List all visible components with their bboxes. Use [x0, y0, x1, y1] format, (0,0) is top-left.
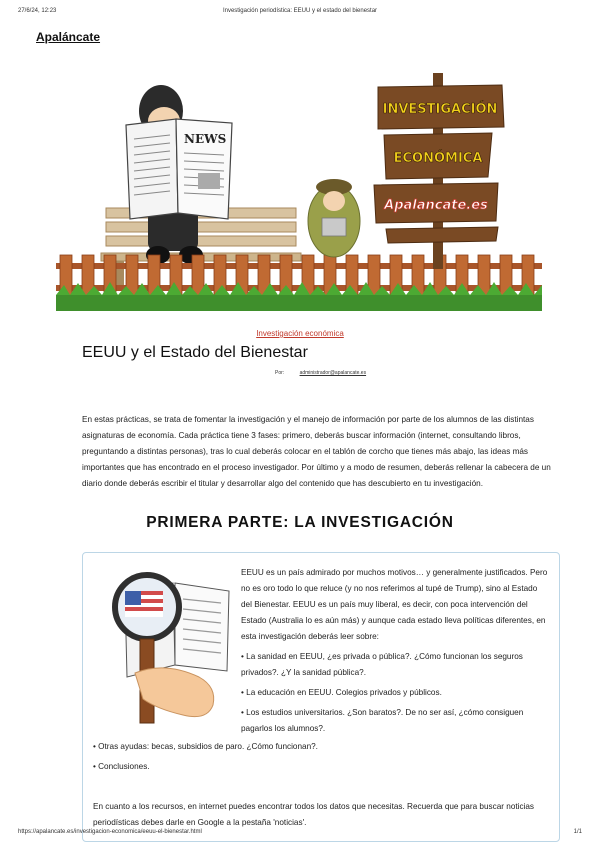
investigation-box [82, 552, 560, 842]
print-url: https://apalancate.es/investigacion-economica/eeuu-el-bienestar.html [18, 829, 202, 835]
newspaper-graphic [126, 119, 232, 219]
byline-prefix: Por: [275, 370, 285, 376]
hero-illustration [56, 73, 542, 311]
print-header [0, 8, 600, 20]
print-title: Investigación periodística: EEUU y el estado del bienestar [222, 8, 378, 14]
author-link[interactable]: administrador@apalancate.es [299, 370, 367, 376]
explorer-figure [308, 179, 360, 257]
box-text-column [241, 565, 549, 737]
resources-paragraph: En cuanto a los recursos, en internet puedes encontrar todos los datos que necesitas. Recuerda que para buscar noticias periodísticas debes darle en Google a la pestaña 'noticias'. [93, 802, 535, 827]
bullet-item: • La sanidad en EEUU, ¿es privada o pública?. ¿Cómo funcionan los seguros privados?. ¿Y la sanidad pública?. [241, 652, 523, 677]
bullet-item: • Los estudios universitarios. ¿Son baratos?. De no ser así, ¿cómo consiguen pagarlos los alumnos?. [241, 708, 524, 733]
sign-text-line2: ECONÓMICA [393, 151, 483, 166]
bullet-item: • Otras ayudas: becas, subsidios de paro. ¿Cómo funcionan?. [93, 742, 318, 751]
intro-paragraph: En estas prácticas, se trata de fomentar la investigación y el manejo de información por parte de los alumnos de las distintas asignaturas de economía. Cada práctica tiene 3 fases: primero, deberás buscar información (internet, consultando libros, preguntando a distintas personas), tras lo cual deberás colocar en el tablón de corcho que tienes más abajo, las ideas más importantes que has encontrado en el proceso investigador. Por último y a modo de resumen, deberás rellenar la cabecera de un diario donde deberás escribir el titular y desarrollar algo del contenido que has descubierto en tu investigación. [82, 415, 551, 488]
category-link[interactable]: Investigación económica [256, 329, 344, 338]
section-paragraph: EEUU es un país admirado por muchos motivos… y generalmente justificados. Pero no es oro todo lo que reluce (y no nos referimos al tupé de Trump), sino al Estado del Bienestar. EEUU es un país muy liberal, es decir, con poca intervención del Estado (Australia lo es aún más) y aunque cada estado lleva políticas diferentes, en esta investigación deberás leer sobre: [241, 568, 548, 641]
print-footer [0, 829, 600, 839]
newspaper-text: NEWS [184, 132, 227, 146]
bullet-item: • Conclusiones. [93, 762, 150, 771]
print-page-number: 1/1 [573, 829, 582, 835]
byline [275, 370, 366, 376]
site-logo-link[interactable]: Apaláncate [36, 30, 101, 44]
flag-graphic [125, 591, 163, 617]
print-date: 27/6/24, 12:23 [18, 8, 57, 14]
magnifier-illustration [95, 565, 235, 735]
hero-image [56, 73, 542, 311]
sign-text-line1: INVESTIGACIÓN [382, 102, 498, 117]
bullet-item: • La educación en EEUU. Colegios privados y públicos. [241, 688, 442, 697]
sign-text-line3: Apalancate.es [384, 198, 488, 213]
section-heading: PRIMERA PARTE: LA INVESTIGACIÓN [146, 514, 454, 531]
signpost-graphic [374, 73, 504, 269]
post-title: EEUU y el Estado del Bienestar [82, 344, 308, 361]
